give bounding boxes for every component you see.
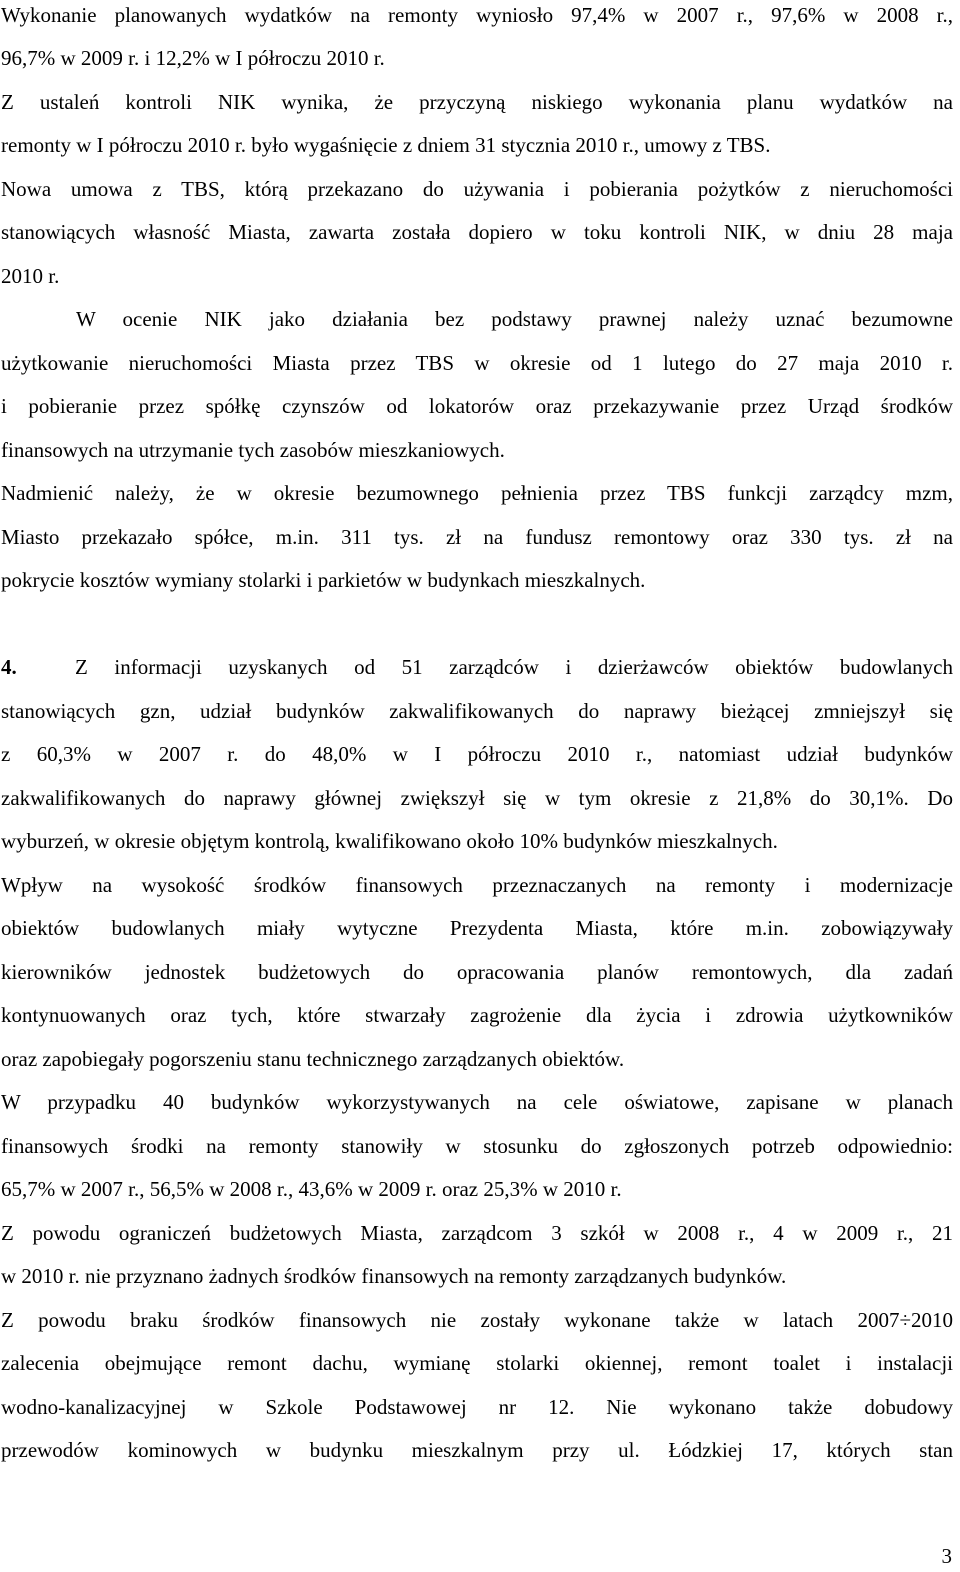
- text-line: i pobieranie przez spółkę czynszów od lokatorów oraz przekazywanie przez Urząd środków: [1, 394, 953, 418]
- text-line: z 60,3% w 2007 r. do 48,0% w I półroczu 2010 r., natomiast udział budynków: [1, 742, 953, 766]
- text-line: Z powodu braku środków finansowych nie zostały wykonane także w latach 2007÷2010: [1, 1308, 953, 1332]
- text-line: 96,7% w 2009 r. i 12,2% w I półroczu 2010 r.: [1, 46, 385, 70]
- text-line: W przypadku 40 budynków wykorzystywanych na cele oświatowe, zapisane w planach: [1, 1090, 953, 1114]
- text-line: Nadmienić należy, że w okresie bezumownego pełnienia przez TBS funkcji zarządcy mzm,: [1, 481, 953, 505]
- text-line: Nowa umowa z TBS, którą przekazano do używania i pobierania pożytków z nieruchomości: [1, 177, 953, 201]
- numbered-paragraph-line: [1, 653, 953, 681]
- text-line: przewodów kominowych w budynku mieszkalnym przy ul. Łódzkiej 17, których stan: [1, 1438, 953, 1462]
- text-line: Z powodu ograniczeń budżetowych Miasta, zarządcom 3 szkół w 2008 r., 4 w 2009 r., 21: [1, 1221, 953, 1245]
- text-line: Miasto przekazało spółce, m.in. 311 tys. zł na fundusz remontowy oraz 330 tys. zł na: [1, 525, 953, 549]
- text-line: finansowych środki na remonty stanowiły w stosunku do zgłoszonych potrzeb odpowiednio:: [1, 1134, 953, 1158]
- text-line: finansowych na utrzymanie tych zasobów mieszkaniowych.: [1, 438, 505, 462]
- text-line: kierowników jednostek budżetowych do opracowania planów remontowych, dla zadań: [1, 960, 953, 984]
- text-line: zalecenia obejmujące remont dachu, wymianę stolarki okiennej, remont toalet i instalacji: [1, 1351, 953, 1375]
- text-line: remonty w I półroczu 2010 r. było wygaśnięcie z dniem 31 stycznia 2010 r., umowy z TBS.: [1, 133, 771, 157]
- text-line: wyburzeń, w okresie objętym kontrolą, kwalifikowano około 10% budynków mieszkalnych.: [1, 829, 778, 853]
- text-line: pokrycie kosztów wymiany stolarki i parkietów w budynkach mieszkalnych.: [1, 568, 646, 592]
- text-line: Wpływ na wysokość środków finansowych przeznaczanych na remonty i modernizacje: [1, 873, 953, 897]
- text-line: stanowiących gzn, udział budynków zakwalifikowanych do naprawy bieżącej zmniejszył się: [1, 699, 953, 723]
- text-line: W ocenie NIK jako działania bez podstawy prawnej należy uznać bezumowne: [76, 307, 953, 331]
- text-line: kontynuowanych oraz tych, które stwarzały zagrożenie dla życia i zdrowia użytkowników: [1, 1003, 953, 1027]
- text-line: oraz zapobiegały pogorszeniu stanu technicznego zarządzanych obiektów.: [1, 1047, 625, 1071]
- text-line: stanowiących własność Miasta, zawarta została dopiero w toku kontroli NIK, w dniu 28 maja: [1, 220, 953, 244]
- text-line: Z informacji uzyskanych od 51 zarządców i dzierżawców obiektów budowlanych: [75, 655, 953, 679]
- text-line: obiektów budowlanych miały wytyczne Prezydenta Miasta, które m.in. zobowiązywały: [1, 916, 953, 940]
- section-number: 4.: [1, 655, 17, 679]
- text-line: 65,7% w 2007 r., 56,5% w 2008 r., 43,6% w 2009 r. oraz 25,3% w 2010 r.: [1, 1177, 622, 1201]
- text-line: Wykonanie planowanych wydatków na remonty wyniosło 97,4% w 2007 r., 97,6% w 2008 r.,: [1, 3, 953, 27]
- text-line: użytkowanie nieruchomości Miasta przez TBS w okresie od 1 lutego do 27 maja 2010 r.: [1, 351, 953, 375]
- page-number: 3: [941, 1544, 952, 1568]
- text-line: zakwalifikowanych do naprawy głównej zwiększył się w tym okresie z 21,8% do 30,1%. Do: [1, 786, 953, 810]
- text-line: 2010 r.: [1, 264, 60, 288]
- text-line: w 2010 r. nie przyznano żadnych środków finansowych na remonty zarządzanych budynków.: [1, 1264, 787, 1288]
- text-line: Z ustaleń kontroli NIK wynika, że przyczyną niskiego wykonania planu wydatków na: [1, 90, 953, 114]
- text-line: wodno-kanalizacyjnej w Szkole Podstawowej nr 12. Nie wykonano także dobudowy: [1, 1395, 953, 1419]
